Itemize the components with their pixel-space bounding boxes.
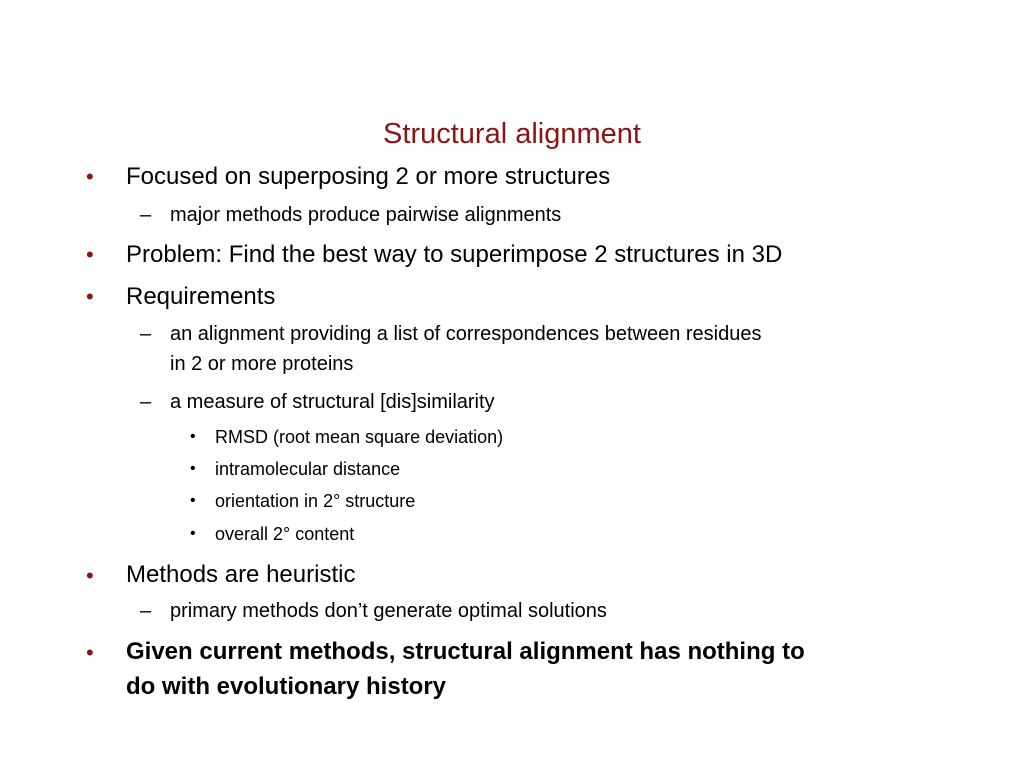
bullet-item-text: Focused on superposing 2 or more structures bbox=[126, 163, 611, 190]
bullet-item-text: Requirements bbox=[126, 283, 276, 310]
sub-sub-bullet-text: intramolecular distance bbox=[215, 459, 401, 479]
sub-bullet-text: a measure of structural [dis]similarity bbox=[170, 391, 495, 413]
small-bullet-marker: • bbox=[190, 460, 196, 477]
sub-bullet-text: primary methods don’t generate optimal solutions bbox=[170, 600, 607, 622]
bullet-item-text: Methods are heuristic bbox=[126, 561, 356, 588]
sub-sub-bullet-text: overall 2° content bbox=[215, 524, 355, 544]
bullet-marker: • bbox=[86, 563, 94, 588]
small-bullet-marker: • bbox=[190, 428, 196, 445]
sub-bullet-text: an alignment providing a list of correspondences between residues bbox=[170, 323, 762, 345]
small-bullet-marker: • bbox=[190, 492, 196, 509]
dash-marker: – bbox=[140, 391, 152, 413]
bullet-marker: • bbox=[86, 640, 94, 665]
sub-sub-bullet-text: orientation in 2° structure bbox=[215, 491, 416, 511]
bold-bullet-text: Given current methods, structural alignment has nothing to bbox=[126, 638, 805, 665]
sub-bullet-continuation: in 2 or more proteins bbox=[170, 353, 354, 375]
slide-title: Structural alignment bbox=[383, 118, 641, 150]
bullet-marker: • bbox=[86, 284, 94, 309]
bullet-marker: • bbox=[86, 164, 94, 189]
bullet-marker: • bbox=[86, 242, 94, 267]
sub-sub-bullet-text: RMSD (root mean square deviation) bbox=[215, 427, 504, 447]
bullet-item-text: Problem: Find the best way to superimpose 2 structures in 3D bbox=[126, 241, 783, 268]
sub-bullet-text: major methods produce pairwise alignments bbox=[170, 204, 562, 226]
dash-marker: – bbox=[140, 323, 152, 345]
bold-bullet-continuation: do with evolutionary history bbox=[126, 673, 447, 700]
dash-marker: – bbox=[140, 204, 152, 226]
dash-marker: – bbox=[140, 600, 152, 622]
small-bullet-marker: • bbox=[190, 525, 196, 542]
